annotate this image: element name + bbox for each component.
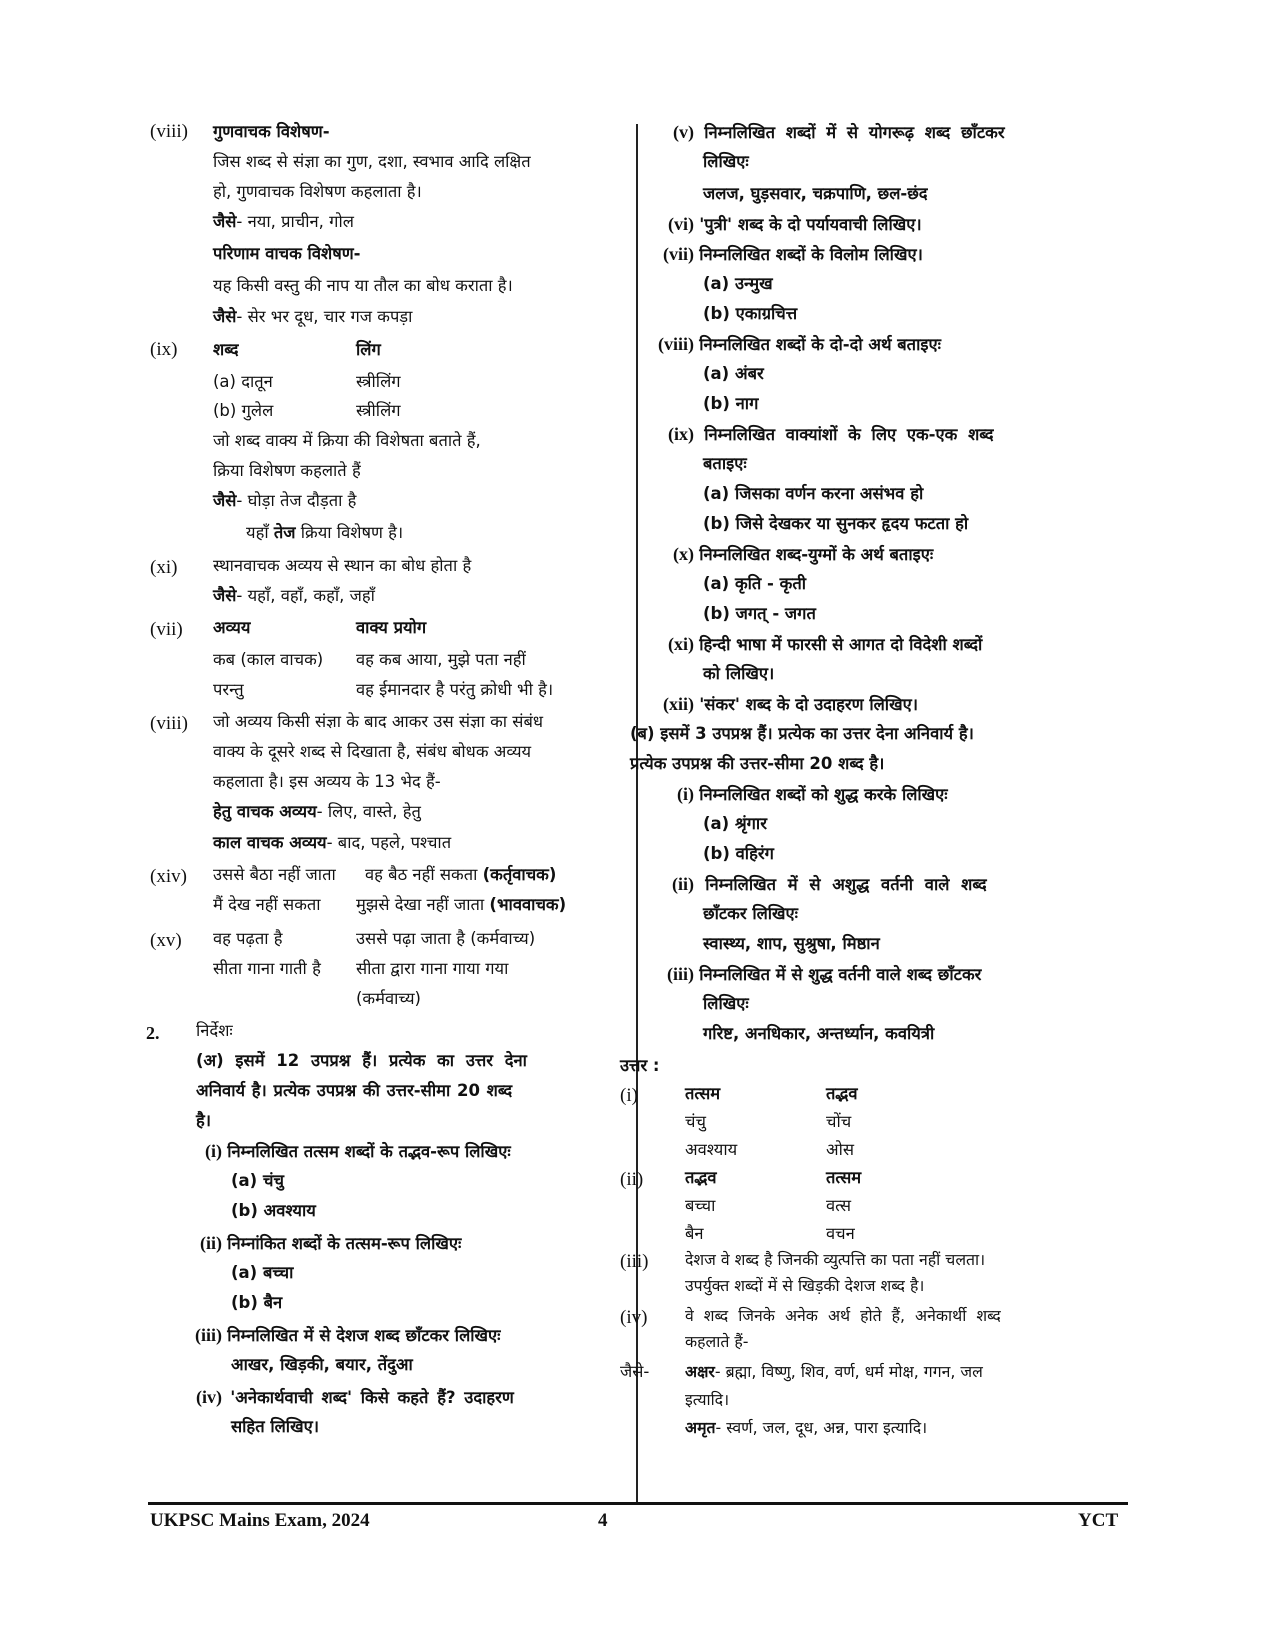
item-number: (xv) xyxy=(150,930,182,951)
table-header: वाक्य प्रयोग xyxy=(356,618,427,637)
table-cell: स्त्रीलिंग xyxy=(356,372,401,391)
option: (b) वहिरंग xyxy=(703,844,774,863)
footer-publisher: YCT xyxy=(1078,1510,1119,1531)
item-number: (ix) xyxy=(150,339,178,360)
item-number: (iii) xyxy=(620,1251,649,1272)
table-cell: (कर्मवाच्य) xyxy=(356,989,421,1008)
question-text: बताइएः xyxy=(703,454,747,473)
sub-question: (iii) निम्नलिखित में से शुद्ध वर्तनी वाले शब्द छाँटकर xyxy=(667,964,982,984)
footer-exam-title: UKPSC Mains Exam, 2024 xyxy=(150,1510,370,1531)
option: (a) श्रृंगार xyxy=(703,814,767,833)
table-cell: अवश्याय xyxy=(685,1140,738,1159)
item-number: (xiv) xyxy=(150,866,187,887)
table-cell: वह कब आया, मुझे पता नहीं xyxy=(356,650,526,669)
sub-question: (viii) निम्नलिखित शब्दों के दो-दो अर्थ बताइएः xyxy=(658,334,941,354)
text-line: उपर्युक्त शब्दों में से खिड़की देशज शब्द है। xyxy=(685,1276,925,1295)
sub-question: (i) निम्नलिखित शब्दों को शुद्ध करके लिखिएः xyxy=(677,784,948,804)
column-divider xyxy=(636,124,638,1502)
option: आखर, खिड़की, बयार, तेंदुआ xyxy=(231,1355,413,1374)
table-cell: मैं देख नहीं सकता xyxy=(213,895,321,914)
table-header: शब्द xyxy=(213,340,239,359)
option: गरिष्ट, अनधिकार, अन्तर्ध्यान, कवयित्री xyxy=(703,1024,935,1043)
item-number: (viii) xyxy=(150,121,188,142)
table-cell: वह पढ़ता है xyxy=(213,929,283,948)
text-line: काल वाचक अव्यय- बाद, पहले, पश्चात xyxy=(213,833,452,852)
table-header: अव्यय xyxy=(213,618,251,637)
sub-question: (xi) हिन्दी भाषा में फारसी से आगत दो विदेशी शब्दों xyxy=(668,634,983,654)
question-text: छाँटकर लिखिएः xyxy=(703,904,799,923)
text-line: स्थानवाचक अव्यय से स्थान का बोध होता है xyxy=(213,556,472,575)
question-number: 2. xyxy=(146,1023,160,1043)
page-number: 4 xyxy=(598,1510,608,1531)
sub-question: (xii) 'संकर' शब्द के दो उदाहरण लिखिए। xyxy=(663,694,918,714)
text-line: जिस शब्द से संज्ञा का गुण, दशा, स्वभाव आदि लक्षित xyxy=(213,152,531,171)
text-line: देशज वे शब्द है जिनकी व्युत्पत्ति का पता नहीं चलता। xyxy=(685,1250,986,1269)
table-cell: कब (काल वाचक) xyxy=(213,650,324,669)
table-cell: ओस xyxy=(826,1140,855,1159)
section-heading: परिणाम वाचक विशेषण- xyxy=(213,244,361,263)
sub-question: (i) निम्नलिखित तत्सम शब्दों के तद्भव-रूप लिखिएः xyxy=(205,1141,511,1161)
option: (b) जिसे देखकर या सुनकर हृदय फटता हो xyxy=(703,514,969,533)
example-line: जैसे- सेर भर दूध, चार गज कपड़ा xyxy=(213,307,413,326)
text-line: क्रिया विशेषण कहलाते हैं xyxy=(213,461,361,480)
section-heading: गुणवाचक विशेषण- xyxy=(213,122,330,141)
question-text: सहित लिखिए। xyxy=(231,1417,319,1436)
option: (b) एकाग्रचित्त xyxy=(703,304,798,323)
option: (b) नाग xyxy=(703,394,759,413)
sub-question: (v) निम्नलिखित शब्दों में से योगरूढ़ शब्द छाँटकर xyxy=(673,122,1005,142)
table-cell: चंचु xyxy=(685,1112,706,1131)
option: (b) अवश्याय xyxy=(231,1201,316,1220)
example-label: जैसे- xyxy=(620,1362,650,1381)
sub-question: (iv) 'अनेकार्थवाची शब्द' किसे कहते हैं? उदाहरण xyxy=(196,1387,514,1407)
sub-question: (vi) 'पुत्री' शब्द के दो पर्यायवाची लिखिए। xyxy=(668,214,922,234)
instruction-text: प्रत्येक उपप्रश्न की उत्तर-सीमा 20 शब्द है। xyxy=(630,754,885,773)
table-cell: मुझसे देखा नहीं जाता (भाववाचक) xyxy=(356,895,567,914)
table-cell: स्त्रीलिंग xyxy=(356,401,401,420)
answer-label: उत्तर : xyxy=(620,1056,660,1075)
sub-question: (iii) निम्नलिखित में से देशज शब्द छाँटकर लिखिएः xyxy=(195,1325,501,1345)
table-cell: (a) दातून xyxy=(213,372,273,391)
option: (b) जगत् - जगत xyxy=(703,604,816,623)
instructions-heading: निर्देशः xyxy=(196,1021,233,1040)
table-cell: वचन xyxy=(826,1224,855,1243)
table-cell: उससे पढ़ा जाता है (कर्मवाच्य) xyxy=(356,929,536,948)
table-header: लिंग xyxy=(356,340,381,359)
item-number: (viii) xyxy=(150,713,188,734)
table-cell: बच्चा xyxy=(685,1196,716,1215)
text-line: कहलाता है। इस अव्यय के 13 भेद हैं- xyxy=(213,772,441,791)
instruction-text: है। xyxy=(196,1111,212,1130)
table-cell: परन्तु xyxy=(213,680,244,699)
table-cell: उससे बैठा नहीं जाता xyxy=(213,865,336,884)
option: (a) जिसका वर्णन करना असंभव हो xyxy=(703,484,924,503)
table-cell: वत्स xyxy=(826,1196,852,1215)
instruction-text: (ब) इसमें 3 उपप्रश्न हैं। प्रत्येक का उत्तर देना अनिवार्य है। xyxy=(630,724,974,743)
table-cell: सीता द्वारा गाना गाया गया xyxy=(356,959,509,978)
table-cell: सीता गाना गाती है xyxy=(213,959,321,978)
item-number: (ii) xyxy=(620,1169,644,1190)
text-line: जो अव्यय किसी संज्ञा के बाद आकर उस संज्ञा का संबंध xyxy=(213,712,544,731)
text-line: वाक्य के दूसरे शब्द से दिखाता है, संबंध बोधक अव्यय xyxy=(213,742,532,761)
text-line: हेतु वाचक अव्यय- लिए, वास्ते, हेतु xyxy=(213,802,421,821)
table-header: तद्भव xyxy=(826,1084,858,1103)
note-line: यहाँ तेज क्रिया विशेषण है। xyxy=(246,523,404,542)
text-line: इत्यादि। xyxy=(685,1390,730,1409)
table-header: तद्भव xyxy=(685,1168,717,1187)
option: (a) चंचु xyxy=(231,1171,284,1190)
item-number: (i) xyxy=(620,1085,638,1106)
text-line: जो शब्द वाक्य में क्रिया की विशेषता बताते हैं, xyxy=(213,431,481,450)
footer-rule xyxy=(148,1502,1128,1505)
text-line: कहलाते हैं- xyxy=(685,1332,749,1351)
table-cell: (b) गुलेल xyxy=(213,401,274,420)
table-cell: वह ईमानदार है परंतु क्रोधी भी है। xyxy=(356,680,554,699)
sub-question: (ix) निम्नलिखित वाक्यांशों के लिए एक-एक शब्द xyxy=(668,424,994,444)
sub-question: (vii) निम्नलिखित शब्दों के विलोम लिखिए। xyxy=(663,244,923,264)
sub-question: (ii) निम्नलिखित में से अशुद्ध वर्तनी वाले शब्द xyxy=(672,874,987,894)
table-header: तत्सम xyxy=(826,1168,862,1187)
question-text: को लिखिए। xyxy=(703,664,775,683)
table-cell: वह बैठ नहीं सकता (कर्तृवाचक) xyxy=(365,865,557,884)
text-line: अक्षर- ब्रह्मा, विष्णु, शिव, वर्ण, धर्म मोक्ष, गगन, जल xyxy=(685,1362,983,1381)
option: जलज, घुड़सवार, चक्रपाणि, छल-छंद xyxy=(703,184,928,203)
table-cell: बैन xyxy=(685,1224,704,1243)
text-line: वे शब्द जिनके अनेक अर्थ होते हैं, अनेकार्थी शब्द xyxy=(685,1306,1001,1325)
option: (a) बच्चा xyxy=(231,1263,294,1282)
option: (b) बैन xyxy=(231,1293,283,1312)
instruction-text: (अ) इसमें 12 उपप्रश्न हैं। प्रत्येक का उत्तर देना xyxy=(196,1051,527,1070)
question-text: लिखिएः xyxy=(703,994,749,1013)
table-cell: चोंच xyxy=(826,1112,852,1131)
option: (a) अंबर xyxy=(703,364,764,383)
text-line: यह किसी वस्तु की नाप या तौल का बोध कराता है। xyxy=(213,276,513,295)
example-line: जैसे- घोड़ा तेज दौड़ता है xyxy=(213,491,357,510)
option: (a) कृति - कृती xyxy=(703,574,806,593)
example-line: जैसे- यहाँ, वहाँ, कहाँ, जहाँ xyxy=(213,586,375,605)
sub-question: (ii) निम्नांकित शब्दों के तत्सम-रूप लिखिएः xyxy=(200,1233,462,1253)
item-number: (vii) xyxy=(150,619,183,640)
option: स्वास्थ्य, शाप, सुश्रुषा, मिष्ठान xyxy=(703,934,880,953)
item-number: (xi) xyxy=(150,557,178,578)
table-header: तत्सम xyxy=(685,1084,721,1103)
text-line: हो, गुणवाचक विशेषण कहलाता है। xyxy=(213,182,422,201)
text-line: अमृत- स्वर्ण, जल, दूध, अन्न, पारा इत्यादि। xyxy=(685,1418,928,1437)
option: (a) उन्मुख xyxy=(703,274,773,293)
question-text: लिखिएः xyxy=(703,152,749,171)
example-line: जैसे- नया, प्राचीन, गोल xyxy=(213,212,354,231)
sub-question: (x) निम्नलिखित शब्द-युग्मों के अर्थ बताइएः xyxy=(673,544,934,564)
instruction-text: अनिवार्य है। प्रत्येक उपप्रश्न की उत्तर-सीमा 20 शब्द xyxy=(196,1081,513,1100)
item-number: (iv) xyxy=(620,1307,648,1328)
